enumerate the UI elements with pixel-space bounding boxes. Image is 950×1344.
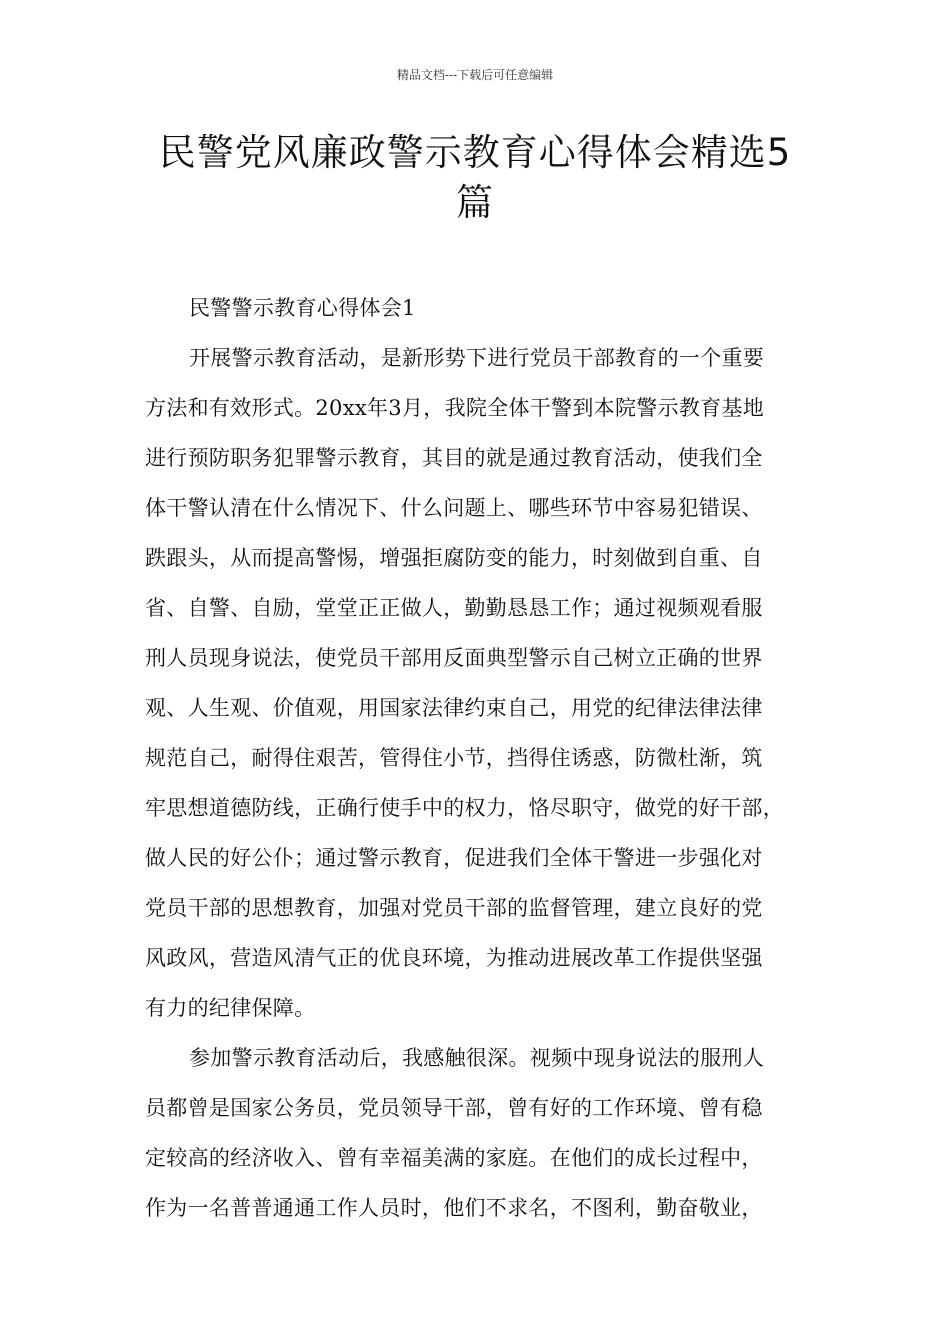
page-header-note: 精品文档---下载后可任意编辑: [396, 68, 554, 82]
paragraph-1: [145, 333, 810, 1033]
text-line: 观、人生观、价值观，用国家法律约束自己，用党的纪律法律法律: [145, 696, 763, 720]
text-line: 跌跟头，从而提高警惕，增强拒腐防变的能力，时刻做到自重、自: [145, 546, 763, 570]
document-body: [145, 283, 810, 1233]
text-line: 作为一名普普通通工作人员时，他们不求名，不图利，勤奋敬业，: [145, 1196, 763, 1220]
text-line: 员都曾是国家公务员，党员领导干部，曾有好的工作环境、曾有稳: [145, 1096, 763, 1120]
paragraph-2: [145, 1033, 810, 1233]
text-line: 进行预防职务犯罪警示教育，其目的就是通过教育活动，使我们全: [145, 446, 763, 470]
text-line: 方法和有效形式。20xx年3月，我院全体干警到本院警示教育基地: [145, 396, 765, 420]
text-line: 党员干部的思想教育，加强对党员干部的监督管理，建立良好的党: [145, 896, 763, 920]
text-line: 刑人员现身说法，使党员干部用反面典型警示自己树立正确的世界: [145, 646, 763, 670]
document-title: 民警党风廉政警示教育心得体会精选5篇: [158, 131, 792, 224]
text-line: 有力的纪律保障。: [145, 996, 316, 1020]
text-line: 省、自警、自励，堂堂正正做人，勤勤恳恳工作；通过视频观看服: [145, 596, 763, 620]
text-line: 参加警示教育活动后，我感触很深。视频中现身说法的服刑人: [189, 1046, 765, 1070]
text-line: 风政风，营造风清气正的优良环境，为推动进展改革工作提供坚强: [145, 946, 763, 970]
text-line: 开展警示教育活动，是新形势下进行党员干部教育的一个重要: [189, 346, 765, 370]
text-line: 规范自己，耐得住艰苦，管得住小节，挡得住诱惑，防微杜渐，筑: [145, 746, 763, 770]
text-line: 定较高的经济收入、曾有幸福美满的家庭。在他们的成长过程中，: [145, 1146, 763, 1170]
section-subtitle: 民警警示教育心得体会1: [189, 296, 416, 320]
text-line: 做人民的好公仆；通过警示教育，促进我们全体干警进一步强化对: [145, 846, 763, 870]
text-line: 体干警认清在什么情况下、什么问题上、哪些环节中容易犯错误、: [145, 496, 763, 520]
text-line: 牢思想道德防线，正确行使手中的权力，恪尽职守，做党的好干部，: [145, 796, 784, 820]
